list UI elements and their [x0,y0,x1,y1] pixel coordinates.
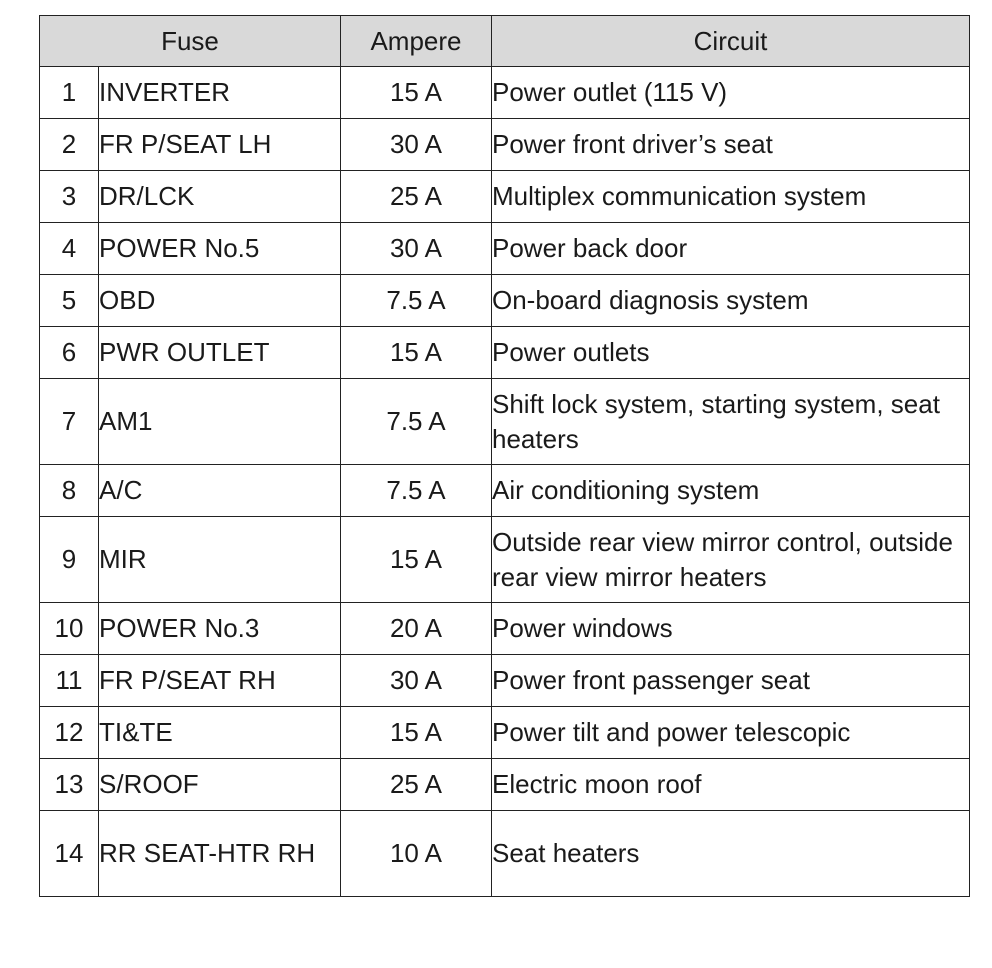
fuse-ampere: 15 A [341,707,492,759]
fuse-ampere: 15 A [341,327,492,379]
fuse-name: OBD [99,275,341,327]
fuse-circuit: Electric moon roof [492,759,970,811]
fuse-ampere: 25 A [341,759,492,811]
table-row [40,655,970,707]
fuse-number: 1 [40,67,99,119]
fuse-name: RR SEAT-HTR RH [99,811,341,897]
fuse-ampere: 15 A [341,517,492,603]
table-row [40,759,970,811]
fuse-number: 13 [40,759,99,811]
fuse-circuit: Shift lock system, starting system, seat heaters [492,379,970,465]
table-row [40,811,970,897]
fuse-ampere: 7.5 A [341,379,492,465]
fuse-number: 5 [40,275,99,327]
table-row [40,603,970,655]
fuse-number: 2 [40,119,99,171]
table-row [40,67,970,119]
header-ampere: Ampere [341,16,492,67]
fuse-number: 6 [40,327,99,379]
fuse-circuit: Power back door [492,223,970,275]
table-row [40,327,970,379]
fuse-number: 11 [40,655,99,707]
fuse-number: 7 [40,379,99,465]
fuse-ampere: 30 A [341,223,492,275]
fuse-table [39,15,970,897]
fuse-circuit: Outside rear view mirror control, outside rear view mirror heaters [492,517,970,603]
table-row [40,379,970,465]
table-row [40,707,970,759]
table-row [40,171,970,223]
fuse-number: 4 [40,223,99,275]
fuse-circuit: Power front passenger seat [492,655,970,707]
fuse-name: FR P/SEAT RH [99,655,341,707]
fuse-name: MIR [99,517,341,603]
fuse-name: AM1 [99,379,341,465]
fuse-ampere: 10 A [341,811,492,897]
fuse-number: 8 [40,465,99,517]
fuse-circuit: Power front driver’s seat [492,119,970,171]
fuse-number: 12 [40,707,99,759]
fuse-name: S/ROOF [99,759,341,811]
fuse-ampere: 15 A [341,67,492,119]
fuse-circuit: Power windows [492,603,970,655]
header-circuit: Circuit [492,16,970,67]
fuse-circuit: Power tilt and power telescopic [492,707,970,759]
fuse-ampere: 30 A [341,655,492,707]
fuse-ampere: 20 A [341,603,492,655]
fuse-circuit: On-board diagnosis system [492,275,970,327]
fuse-number: 10 [40,603,99,655]
header-row [40,16,970,67]
fuse-number: 9 [40,517,99,603]
fuse-name: DR/LCK [99,171,341,223]
fuse-circuit: Air conditioning system [492,465,970,517]
fuse-name: POWER No.5 [99,223,341,275]
fuse-name: TI&TE [99,707,341,759]
table-row [40,119,970,171]
fuse-name: FR P/SEAT LH [99,119,341,171]
fuse-circuit: Seat heaters [492,811,970,897]
table-row [40,517,970,603]
fuse-ampere: 7.5 A [341,465,492,517]
fuse-name: PWR OUTLET [99,327,341,379]
table-row [40,223,970,275]
fuse-number: 14 [40,811,99,897]
table-row [40,275,970,327]
fuse-ampere: 30 A [341,119,492,171]
fuse-name: INVERTER [99,67,341,119]
fuse-name: POWER No.3 [99,603,341,655]
fuse-circuit: Power outlet (115 V) [492,67,970,119]
fuse-circuit: Power outlets [492,327,970,379]
fuse-name: A/C [99,465,341,517]
fuse-ampere: 7.5 A [341,275,492,327]
header-fuse: Fuse [40,16,341,67]
fuse-number: 3 [40,171,99,223]
table-row [40,465,970,517]
fuse-ampere: 25 A [341,171,492,223]
fuse-circuit: Multiplex communication system [492,171,970,223]
